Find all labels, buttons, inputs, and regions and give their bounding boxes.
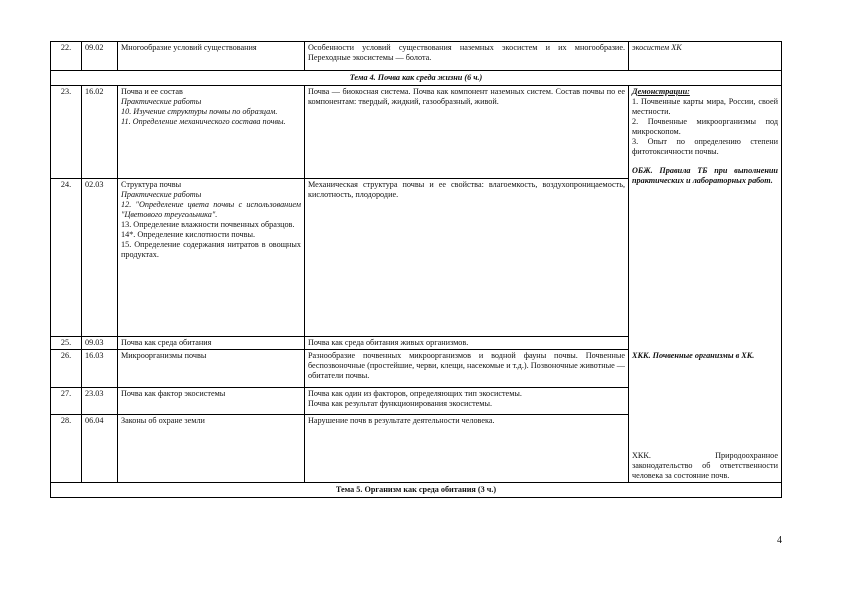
lesson-notes: ХКК. Почвенные организмы в ХК.	[629, 350, 782, 388]
lesson-date: 16.03	[82, 350, 118, 388]
practical-item: 15. Определение содержания нитратов в овощных продуктах.	[121, 240, 301, 259]
lesson-topic: Законы об охране земли	[118, 415, 305, 483]
curriculum-table	[50, 41, 782, 498]
lesson-date: 02.03	[82, 179, 118, 337]
practical-item: 13. Определение влажности почвенных образцов.	[121, 220, 295, 229]
lesson-notes	[629, 337, 782, 350]
lesson-notes	[629, 86, 782, 337]
lesson-content	[305, 388, 629, 415]
lesson-number: 26.	[51, 350, 82, 388]
lesson-number: 22.	[51, 42, 82, 71]
demo-item: 2. Почвенные микроорганизмы под микроскопом.	[632, 117, 778, 136]
lesson-topic: Почва как фактор экосистемы	[118, 388, 305, 415]
topic-title: Структура почвы	[121, 180, 182, 189]
table-row	[51, 415, 782, 483]
content-line: Почва как результат функционирования экосистемы.	[308, 399, 493, 408]
table-row	[51, 337, 782, 350]
lesson-topic: Микроорганизмы почвы	[118, 350, 305, 388]
demo-heading: Демонстрации:	[632, 87, 690, 96]
table-row	[51, 86, 782, 179]
notes-text: ХКК. Природоохранное законодательство об ответственности человека за состояние почв.	[632, 451, 778, 480]
lesson-content: Особенности условий существования наземных экосистем и их многообразие. Переходные экосистемы — болота.	[305, 42, 629, 71]
lesson-date: 09.03	[82, 337, 118, 350]
lesson-content: Разнообразие почвенных микроорганизмов и водной фауны почвы. Почвенные беспозвоночные (простейшие, черви, клещи, насекомые и т.д.). Позвоночные животные — обитатели почвы.	[305, 350, 629, 388]
lesson-topic	[118, 179, 305, 337]
lesson-content: Механическая структура почвы и ее свойства: влагоемкость, воздухопроницаемость, кислотность, плодородие.	[305, 179, 629, 337]
practical-item: 14*. Определение кислотности почвы.	[121, 230, 256, 239]
lesson-topic: Почва как среда обитания	[118, 337, 305, 350]
lesson-date: 23.03	[82, 388, 118, 415]
practical-heading: Практические работы	[121, 97, 202, 106]
lesson-number: 24.	[51, 179, 82, 337]
table-row	[51, 42, 782, 71]
table-row	[51, 350, 782, 388]
theme-title: Тема 4. Почва как среда жизни (6 ч.)	[51, 71, 782, 86]
lesson-notes	[629, 415, 782, 483]
theme-title: Тема 5. Организм как среда обитания (3 ч.)	[51, 483, 782, 498]
lesson-number: 25.	[51, 337, 82, 350]
lesson-content: Почва как среда обитания живых организмов.	[305, 337, 629, 350]
lesson-date: 16.02	[82, 86, 118, 179]
lesson-date: 06.04	[82, 415, 118, 483]
lesson-notes	[629, 388, 782, 415]
demo-item: 3. Опыт по определению степени фитотоксичности почвы.	[632, 137, 778, 156]
lesson-date: 09.02	[82, 42, 118, 71]
content-line: Почва как один из факторов, определяющих тип экосистемы.	[308, 389, 522, 398]
lesson-topic	[118, 86, 305, 179]
practical-item: 10. Изучение структуры почвы по образцам.	[121, 107, 278, 116]
lesson-content: Почва — биокосная система. Почва как компонент наземных систем. Состав почвы по ее компонентам: твердый, жидкий, газообразный, живой.	[305, 86, 629, 179]
obzh-note: ОБЖ. Правила ТБ при выполнении практических и лабораторных работ.	[632, 166, 778, 185]
practical-item: 12. "Определение цвета почвы с использованием "Цветового треугольника".	[121, 200, 301, 219]
lesson-notes: экосистем ХК	[629, 42, 782, 71]
lesson-number: 28.	[51, 415, 82, 483]
practical-heading: Практические работы	[121, 190, 202, 199]
lesson-number: 27.	[51, 388, 82, 415]
practical-item: 11. Определение механического состава почвы.	[121, 117, 286, 126]
table-row	[51, 388, 782, 415]
lesson-topic: Многообразие условий существования	[118, 42, 305, 71]
page-number: 4	[777, 535, 782, 546]
theme-row	[51, 71, 782, 86]
theme-row	[51, 483, 782, 498]
lesson-content: Нарушение почв в результате деятельности человека.	[305, 415, 629, 483]
topic-title: Почва и ее состав	[121, 87, 183, 96]
demo-item: 1. Почвенные карты мира, России, своей местности.	[632, 97, 778, 116]
lesson-number: 23.	[51, 86, 82, 179]
